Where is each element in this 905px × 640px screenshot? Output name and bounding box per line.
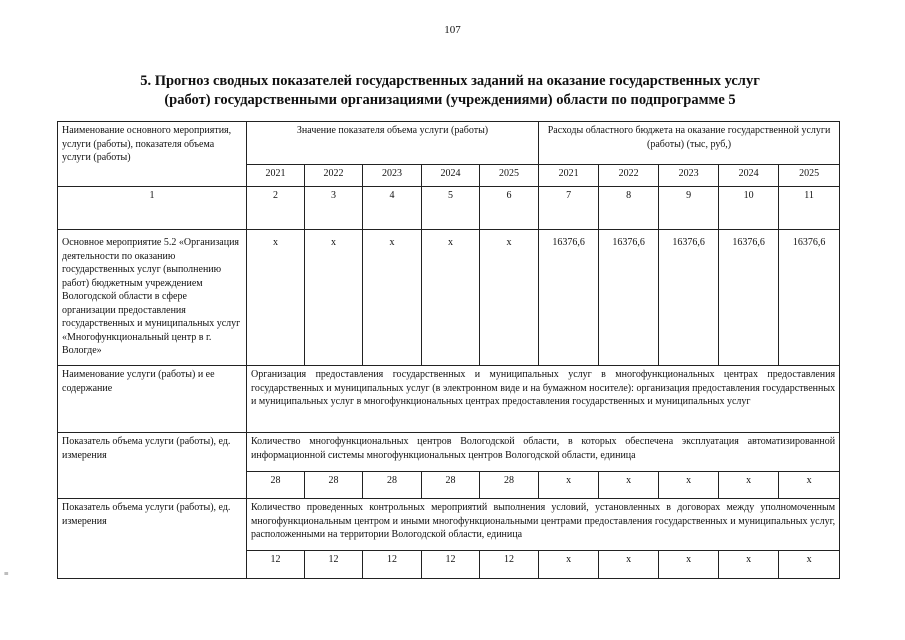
year-cell: 2022 [305, 165, 363, 187]
indicator-2-text-row [58, 499, 840, 551]
column-number-cell: 10 [719, 187, 779, 230]
service-description: Организация предоставления государственных и муниципальных услуг в многофункциональных центрах предоставления государственных и муниципальных услуг (в электронном виде и на бумажном носителе): организация предоставления государственных и муниципальных услуг в многофункциональных центрах предоставления государственных и муниципальных услуг [247, 366, 840, 433]
expense-value-cell: 16376,6 [539, 230, 599, 366]
column-number-cell: 4 [363, 187, 422, 230]
year-cell: 2022 [599, 165, 659, 187]
indicator-1-description: Количество многофункциональных центров Вологодской области, в которых обеспечена эксплуатация автоматизированной информационной системы многофункциональных центров Вологодской области, единица [247, 433, 840, 472]
title-line-2: (работ) государственными организациями (учреждениями) области по подпрограмме 5 [164, 92, 736, 108]
column-numbers-row [58, 187, 840, 230]
indicator-value-cell: x [539, 551, 599, 579]
indicator-value-cell: x [659, 551, 719, 579]
column-number-cell: 7 [539, 187, 599, 230]
column-number-cell: 8 [599, 187, 659, 230]
volume-value-cell: x [363, 230, 422, 366]
indicator-value-cell: 12 [247, 551, 305, 579]
column-number-cell: 9 [659, 187, 719, 230]
year-cell: 2021 [247, 165, 305, 187]
page-number: 107 [444, 24, 461, 36]
indicator-value-cell: x [779, 472, 840, 499]
indicator-1-label: Показатель объема услуги (работы), ед. измерения [58, 433, 247, 499]
indicator-value-cell: 28 [247, 472, 305, 499]
indicator-value-cell: 28 [422, 472, 480, 499]
volume-value-cell: x [480, 230, 539, 366]
expense-value-cell: 16376,6 [659, 230, 719, 366]
indicator-value-cell: 28 [305, 472, 363, 499]
indicator-value-cell: x [659, 472, 719, 499]
year-cell: 2025 [480, 165, 539, 187]
expense-value-cell: 16376,6 [599, 230, 659, 366]
document-title [120, 72, 780, 110]
year-cell: 2021 [539, 165, 599, 187]
column-number-cell: 5 [422, 187, 480, 230]
service-row [58, 366, 840, 433]
column-number-cell: 2 [247, 187, 305, 230]
column-number-cell: 6 [480, 187, 539, 230]
volume-value-cell: x [247, 230, 305, 366]
indicator-value-cell: x [779, 551, 840, 579]
indicator-1-text-row [58, 433, 840, 472]
title-line-1: 5. Прогноз сводных показателей государственных заданий на оказание государственных услуг [140, 73, 760, 89]
indicator-value-cell: 12 [305, 551, 363, 579]
indicator-value-cell: 28 [480, 472, 539, 499]
indicator-value-cell: x [719, 551, 779, 579]
year-cell: 2024 [719, 165, 779, 187]
indicator-value-cell: 12 [363, 551, 422, 579]
indicator-value-cell: x [599, 551, 659, 579]
main-activity-name: Основное мероприятие 5.2 «Организация деятельности по оказанию государственных услуг (выполнению работ) бюджетным учреждением Вологодской области в сфере организации предоставления государственных и муниципальных услуг «Многофункциональный центр в г. Вологде» [58, 230, 247, 366]
indicator-value-cell: x [599, 472, 659, 499]
year-cell: 2025 [779, 165, 840, 187]
column-number-cell: 1 [58, 187, 247, 230]
indicator-value-cell: x [539, 472, 599, 499]
header-expenses-group: Расходы областного бюджета на оказание государственной услуги (работы) (тыс, руб,) [539, 122, 840, 165]
column-number-cell: 3 [305, 187, 363, 230]
indicator-value-cell: 12 [422, 551, 480, 579]
expense-value-cell: 16376,6 [719, 230, 779, 366]
volume-value-cell: x [305, 230, 363, 366]
forecast-table [57, 121, 840, 579]
header-volume-group: Значение показателя объема услуги (работы) [247, 122, 539, 165]
volume-value-cell: x [422, 230, 480, 366]
indicator-value-cell: 12 [480, 551, 539, 579]
indicator-2-description: Количество проведенных контрольных мероприятий выполнения условий, установленных в договорах между уполномоченным многофункциональным центром и иными многофункциональными центрами предоставления государственных и муниципальных услуг, расположенными на территории Вологодской области, единица [247, 499, 840, 551]
expense-value-cell: 16376,6 [779, 230, 840, 366]
column-number-cell: 11 [779, 187, 840, 230]
margin-mark: ≡ [4, 569, 9, 578]
header-name-cell: Наименование основного мероприятия, услуги (работы), показателя объема услуги (работы) [58, 122, 247, 187]
main-activity-row [58, 230, 840, 366]
indicator-2-label: Показатель объема услуги (работы), ед. измерения [58, 499, 247, 579]
year-cell: 2023 [659, 165, 719, 187]
year-cell: 2023 [363, 165, 422, 187]
indicator-value-cell: 28 [363, 472, 422, 499]
year-cell: 2024 [422, 165, 480, 187]
indicator-value-cell: x [719, 472, 779, 499]
service-label: Наименование услуги (работы) и ее содержание [58, 366, 247, 433]
header-row [58, 122, 840, 165]
